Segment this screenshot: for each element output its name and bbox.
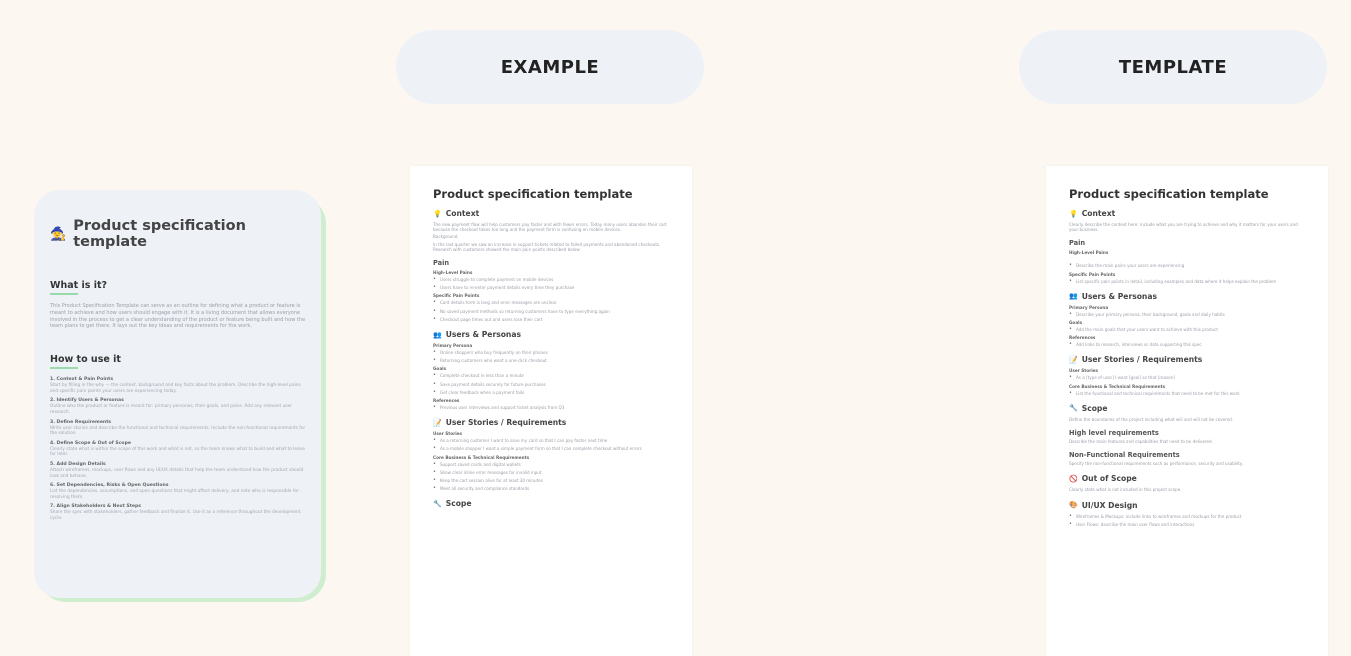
list-item: • Complete checkout in less than a minute (433, 372, 524, 379)
list-item: • Online shoppers who buy frequently on their phones (433, 349, 548, 356)
stories-section (433, 418, 670, 427)
pain-heading: Pain (1069, 239, 1086, 248)
section-label: Users & Personas (445, 330, 521, 340)
list-item: • Users have to re-enter payment details every time they purchase (433, 284, 575, 291)
list-item: • List specific pain points in detail, including examples and data where it helps explain the problem (1069, 277, 1277, 284)
step-desc: List the dependencies, assumptions, and open questions that might affect delivery, and note who is responsible for resolving them. (50, 489, 299, 500)
intro-title (50, 218, 307, 250)
out-of-scope-section (1069, 474, 1306, 483)
step-desc: Outline who the product or feature is meant for: primary personas, their goals, and pains. Add any relevant user research. (50, 404, 292, 415)
section-label: Scope (445, 499, 472, 509)
goals-label: Goals (1069, 320, 1083, 326)
wrench-icon: 🔧 (1069, 404, 1078, 413)
example-label: EXAMPLE (396, 30, 704, 104)
memo-icon: 📝 (1069, 355, 1078, 364)
lightbulb-icon: 💡 (433, 209, 442, 218)
specific-pains-label: Specific Pain Points (1069, 271, 1116, 277)
list-item: • No saved payment methods so returning customers have to type everything again (433, 307, 610, 314)
example-document[interactable] (410, 166, 692, 656)
wizard-icon: 🧙 (50, 226, 67, 242)
steps-list (50, 377, 307, 521)
step-title: 7. Align Stakeholders & Next Steps (50, 504, 142, 510)
doc-title: Product specification template (1069, 187, 1269, 201)
step-item (50, 398, 307, 415)
background-label: Background (433, 234, 458, 240)
lightbulb-icon: 💡 (1069, 209, 1078, 218)
core-requirements-label: Core Business & Technical Requirements (433, 454, 530, 460)
step-desc: Start by filling in the why — the context, background and key facts about the problem. Describe the high-level pains and specific pain points your users are experiencing today. (50, 383, 301, 394)
list-item: • Wireframes & Mockups: include links to wireframes and mockups for the product (1069, 512, 1242, 519)
template-document[interactable] (1046, 166, 1328, 656)
list-item: • Add links to research, interviews or data supporting this spec (1069, 341, 1202, 348)
list-item: • Save payment details securely for future purchases (433, 380, 546, 387)
non-functional-heading: Non-Functional Requirements (1069, 451, 1180, 460)
palette-icon: 🎨 (1069, 501, 1078, 510)
step-title: 6. Set Dependencies, Risks & Open Questions (50, 483, 169, 489)
list-item: • Meet all security and compliance standards (433, 485, 530, 492)
pain-heading: Pain (433, 259, 450, 268)
high-level-requirements-heading: High level requirements (1069, 429, 1159, 438)
references-label: References (1069, 335, 1096, 341)
list-item: • Card details form is long and error messages are unclear (433, 299, 557, 306)
references-label: References (433, 398, 460, 404)
intro-title-text: Product specification template (73, 218, 246, 250)
list-item: • Support saved cards and digital wallets (433, 460, 521, 467)
memo-icon: 📝 (433, 418, 442, 427)
users-icon: 👥 (433, 330, 442, 339)
users-icon: 👥 (1069, 292, 1078, 301)
step-title: 2. Identify Users & Personas (50, 398, 124, 404)
list-item: • Keep the cart session alive for at least 30 minutes (433, 477, 543, 484)
doc-title: Product specification template (433, 187, 633, 201)
context-text: The new payment flow will help customers pay faster and with fewer errors. Today many users abandon their cart because the checkout takes too long and the payment form is confusing on mobile devices. (433, 222, 667, 233)
heading-underline (50, 293, 78, 295)
list-item: • List the functional and technical requirements that need to be met for this work (1069, 389, 1240, 396)
high-pains-label: High-Level Pains (1069, 250, 1109, 256)
step-item (50, 377, 307, 394)
section-label: Scope (1081, 403, 1108, 413)
out-of-scope-text: Clearly state what is not included in this project scope. (1069, 487, 1182, 493)
background-text: In the last quarter we saw an increase in support tickets related to failed payments and abandoned checkouts. Research with customers showed the main pain points described below. (433, 241, 661, 252)
step-item (50, 441, 307, 458)
step-title: 5. Add Design Details (50, 461, 106, 467)
list-item: • Checkout page times out and users lose their cart (433, 315, 543, 322)
list-item: • Describe your primary persona, their background, goals and daily habits (1069, 310, 1225, 317)
step-desc: Share the spec with stakeholders, gather feedback and finalize it. Use it as a reference throughout the development cycle. (50, 510, 301, 521)
section-label: User Stories / Requirements (445, 418, 567, 428)
list-item: • Users struggle to complete payment on mobile devices (433, 276, 554, 283)
context-section (1069, 209, 1306, 218)
high-level-requirements-text: Describe the main features and capabilities that need to be delivered. (1069, 439, 1213, 445)
ui-ux-section (1069, 501, 1306, 510)
what-heading: What is it? (50, 280, 108, 291)
user-stories-label: User Stories (1069, 368, 1098, 374)
scope-section (433, 499, 670, 508)
list-item: • Describe the main pains your users are experiencing (1069, 262, 1185, 269)
user-stories-label: User Stories (433, 431, 462, 437)
section-label: Users & Personas (1081, 291, 1157, 301)
section-label: Context (1081, 209, 1116, 218)
template-label: TEMPLATE (1019, 30, 1327, 104)
what-text: This Product Specification Template can serve as an outline for defining what a product or feature is meant to achieve and how users should engage with it. It is a living document that allows everyone involved in the process to get a clear understanding of the product or feature being built and how the team plans to get there. It lays out the key ideas and requirements for the work. (50, 303, 306, 330)
step-item (50, 483, 307, 500)
list-item: • As a returning customer I want to save my card so that I can pay faster next time (433, 437, 608, 444)
list-item: • Get clear feedback when a payment fails (433, 388, 525, 395)
step-desc: Attach wireframes, mockups, user flows and any UI/UX details that help the team understand how the product should look and behave. (50, 467, 304, 479)
step-title: 3. Define Requirements (50, 419, 112, 425)
list-item: • Add the main goals that your users want to achieve with this product (1069, 326, 1218, 333)
section-label: User Stories / Requirements (1081, 355, 1203, 365)
high-pains-label: High-Level Pains (433, 270, 473, 276)
list-item: • Show clear inline error messages for invalid input (433, 468, 542, 475)
list-item: • Previous user interviews and support ticket analysis from Q3 (433, 404, 565, 411)
step-title: 1. Context & Pain Points (50, 377, 114, 383)
step-title: 4. Define Scope & Out of Scope (50, 440, 131, 446)
users-section (433, 330, 670, 339)
list-item: • Returning customers who want a one-click checkout (433, 357, 547, 364)
heading-underline (50, 367, 78, 369)
how-heading: How to use it (50, 354, 121, 366)
step-item (50, 462, 307, 479)
context-section (433, 209, 670, 218)
section-label: Context (445, 209, 480, 218)
step-item (50, 504, 307, 521)
section-label: Out of Scope (1081, 474, 1137, 484)
list-item: • User Flows: describe the main user flows and interactions (1069, 520, 1195, 527)
section-label: UI/UX Design (1081, 500, 1138, 510)
users-section (1069, 292, 1306, 301)
wrench-icon: 🔧 (433, 499, 442, 508)
step-desc: Clearly state what is within the scope of this work and what is not, so the team knows what to build and what to leave for later. (50, 446, 305, 458)
list-item: • As a mobile shopper I want a simple payment form so that I can complete checkout without errors (433, 445, 642, 452)
scope-section (1069, 404, 1306, 413)
list-item: • As a [type of user] I want [goal] so that [reason] (1069, 374, 1175, 381)
intro-card (34, 190, 321, 598)
step-item (50, 420, 307, 437)
primary-persona-label: Primary Persona (1069, 304, 1109, 310)
scope-text: Define the boundaries of the project including what will and will not be covered. (1069, 416, 1234, 422)
goals-label: Goals (433, 366, 447, 372)
primary-persona-label: Primary Persona (433, 343, 473, 349)
context-text: Clearly describe the context here: include what you are trying to achieve and why it matters for your users and your business. (1069, 222, 1298, 233)
core-requirements-label: Core Business & Technical Requirements (1069, 383, 1166, 389)
non-functional-text: Specify the non-functional requirements such as performance, security and usability. (1069, 461, 1244, 467)
stories-section (1069, 355, 1306, 364)
step-desc: Write user stories and describe the functional and technical requirements. Include the non-functional requirements for the solution. (50, 425, 306, 437)
specific-pains-label: Specific Pain Points (433, 293, 480, 299)
prohibited-icon: 🚫 (1069, 474, 1078, 483)
